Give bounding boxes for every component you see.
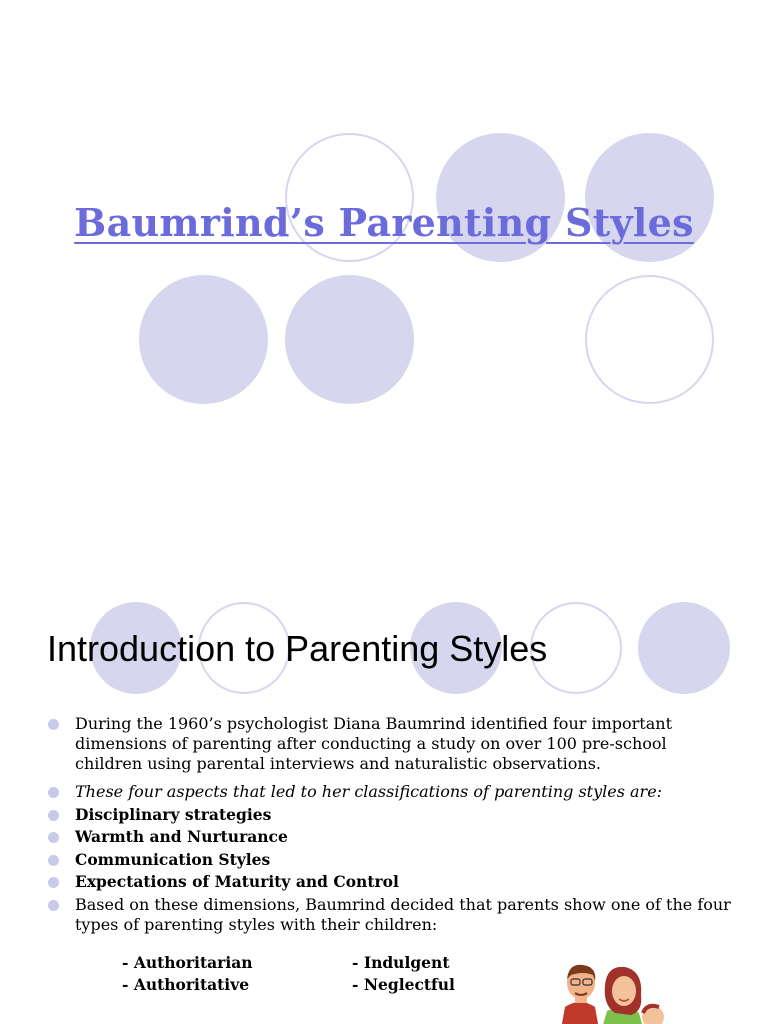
styles-list bbox=[122, 952, 542, 996]
bullet-expectations: Expectations of Maturity and Control bbox=[48, 872, 738, 892]
bullet-intro: During the 1960’s psychologist Diana Baumrind identified four important dimensions of parenting after conducting a study on over 100 pre-school children using parental interviews and naturalistic observations. bbox=[48, 714, 738, 774]
decor-circle-7 bbox=[638, 602, 730, 694]
bullet-list bbox=[48, 714, 738, 937]
style-indulgent: - Indulgent bbox=[352, 953, 450, 972]
styles-row bbox=[122, 974, 542, 996]
bullet-dimensions: Based on these dimensions, Baumrind decided that parents show one of the four types of parenting styles with their children: bbox=[48, 895, 738, 935]
decor-ring-2 bbox=[585, 275, 714, 404]
bullet-disciplinary: Disciplinary strategies bbox=[48, 805, 738, 825]
style-neglectful: - Neglectful bbox=[352, 975, 455, 994]
section-title: Introduction to Parenting Styles bbox=[47, 628, 548, 669]
decor-circle-3 bbox=[139, 275, 268, 404]
bullet-warmth: Warmth and Nurturance bbox=[48, 827, 738, 847]
decor-circle-4 bbox=[285, 275, 414, 404]
style-authoritative: - Authoritative bbox=[122, 975, 250, 994]
style-authoritarian: - Authoritarian bbox=[122, 953, 253, 972]
bullet-communication: Communication Styles bbox=[48, 850, 738, 870]
page-title: Baumrind’s Parenting Styles bbox=[74, 200, 694, 245]
bullet-aspects: These four aspects that led to her classifications of parenting styles are: bbox=[48, 782, 738, 802]
title-container bbox=[0, 200, 768, 245]
styles-row bbox=[122, 952, 542, 974]
family-illustration-icon bbox=[555, 945, 685, 1024]
slide-2 bbox=[0, 520, 768, 1024]
